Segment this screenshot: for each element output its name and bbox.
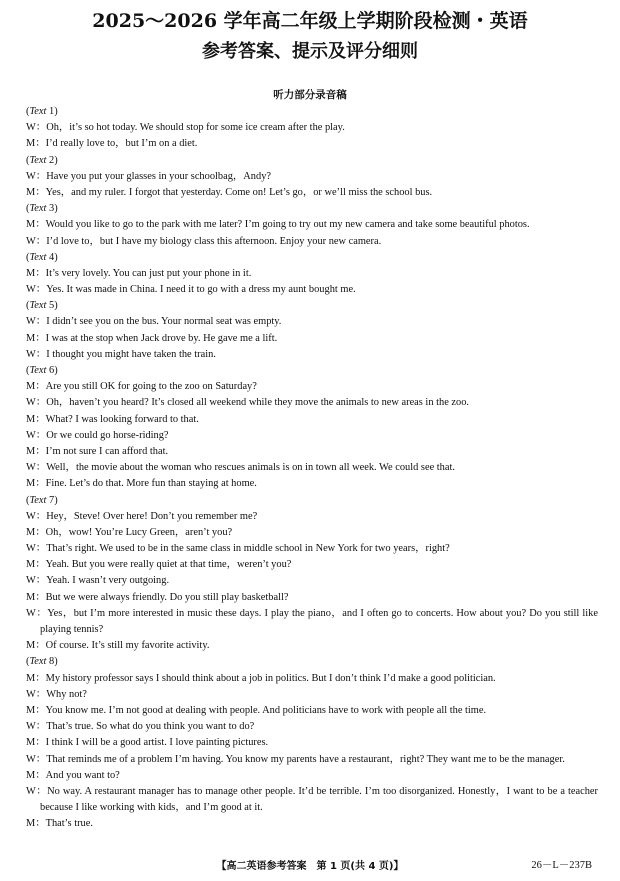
dialogue-line: M：That’s true. bbox=[26, 818, 93, 830]
dialogue-line: W：I didn’t see you on the bus. Your normal seat was empty. bbox=[26, 316, 282, 328]
dialogue-line: W：Have you put your glasses in your schoolbag，Andy? bbox=[26, 170, 272, 182]
text-label: (Text 1) bbox=[26, 106, 58, 117]
dialogue-line: W：Hey，Steve! Over here! Don’t you remember me? bbox=[26, 510, 258, 522]
dialogue-line: W：That’s right. We used to be in the same class in middle school in New York for two years，right? bbox=[26, 543, 450, 555]
dialogue-line: M：Yes，and my ruler. I forgot that yesterday. Come on! Let’s go，or we’ll miss the school bus. bbox=[26, 186, 433, 198]
dialogue-line: W：That’s true. So what do you think you want to do? bbox=[26, 721, 255, 733]
dialogue-line: M：Of course. It’s still my favorite activity. bbox=[26, 640, 210, 652]
dialogue-line: M：Fine. Let’s do that. More fun than staying at home. bbox=[26, 478, 257, 490]
dialogue-line: M：Would you like to go to the park with me later? I’m going to try out my new camera and take some beautiful photos. bbox=[26, 219, 530, 231]
document-subtitle: 参考答案、提示及评分细则 bbox=[202, 41, 418, 62]
dialogue-line: W：No way. A restaurant manager has to manage other people. It’d be terrible. I’m too disorganized. Honestly，I want to be a teacher because I like working with kids，and I’m good at it. bbox=[26, 785, 598, 814]
dialogue-line: W：Yeah. I wasn’t very outgoing. bbox=[26, 575, 170, 587]
dialogue-line: W：Or we could go horse-riding? bbox=[26, 429, 169, 441]
text-label: (Text 5) bbox=[26, 300, 58, 312]
dialogue-line: W：Yes，but I’m more interested in music these days. I play the piano，and I often go to concerts. How about you? Do you still like playing tennis? bbox=[26, 607, 598, 636]
dialogue-line: M：But we were always friendly. Do you still play basketball? bbox=[26, 591, 289, 603]
dialogue-line: W：Well，the movie about the woman who rescues animals is on in town all week. We could see that. bbox=[26, 462, 455, 474]
text-label: (Text 2) bbox=[26, 154, 58, 166]
dialogue-line: M：It’s very lovely. You can just put your phone in it. bbox=[26, 267, 252, 279]
document-title: 2025～2026 学年高二年级上学期阶段检测・英语 bbox=[92, 10, 528, 32]
dialogue-line: W：That reminds me of a problem I’m having. You know my parents have a restaurant，right? They want me to be the manager. bbox=[26, 753, 565, 765]
dialogue-line: W：Why not? bbox=[26, 688, 87, 700]
dialogue-line: M：And you want to? bbox=[26, 769, 120, 781]
dialogue-line: W：Yes. It was made in China. I need it to go with a dress my aunt bought me. bbox=[26, 284, 356, 296]
text-label: (Text 8) bbox=[26, 656, 58, 668]
dialogue-line: M：I think I will be a good artist. I love painting pictures. bbox=[26, 737, 269, 749]
dialogue-line: M：Oh，wow! You’re Lucy Green，aren’t you? bbox=[26, 526, 233, 538]
text-label: (Text 4) bbox=[26, 251, 58, 263]
text-label: (Text 3) bbox=[26, 203, 58, 215]
dialogue-line: W：I’d love to，but I have my biology class this afternoon. Enjoy your new camera. bbox=[26, 235, 382, 247]
dialogue-line: M：I was at the stop when Jack drove by. He gave me a lift. bbox=[26, 332, 278, 344]
dialogue-line: M：You know me. I’m not good at dealing with people. And politicians have to work with people all the time. bbox=[26, 704, 487, 716]
dialogue-line: M：I’m not sure I can afford that. bbox=[26, 445, 169, 457]
dialogue-line: W：Oh，haven’t you heard? It’s closed all weekend while they move the animals to new areas in the zoo. bbox=[26, 397, 470, 409]
text-label: (Text 7) bbox=[26, 494, 58, 506]
dialogue-line: M：My history professor says I should think about a job in politics. But I don’t think I’d make a good politician. bbox=[26, 672, 496, 684]
dialogue-line: M：Are you still OK for going to the zoo on Saturday? bbox=[26, 381, 257, 393]
document-code: 26－L－237B bbox=[531, 860, 592, 871]
page-footer: 【高二英语参考答案 第 1 页(共 4 页)】 bbox=[216, 861, 404, 872]
dialogue-line: M：Yeah. But you were really quiet at that time，weren’t you? bbox=[26, 559, 292, 571]
text-label: (Text 6) bbox=[26, 365, 58, 376]
listening-transcript bbox=[26, 104, 598, 833]
dialogue-line: M：I’d really love to，but I’m on a diet. bbox=[26, 138, 198, 150]
dialogue-line: M：What? I was looking forward to that. bbox=[26, 413, 199, 425]
dialogue-line: W：I thought you might have taken the train. bbox=[26, 348, 216, 360]
dialogue-line: W：Oh，it’s so hot today. We should stop for some ice cream after the play. bbox=[26, 122, 345, 134]
section-title: 听力部分录音稿 bbox=[273, 89, 347, 101]
